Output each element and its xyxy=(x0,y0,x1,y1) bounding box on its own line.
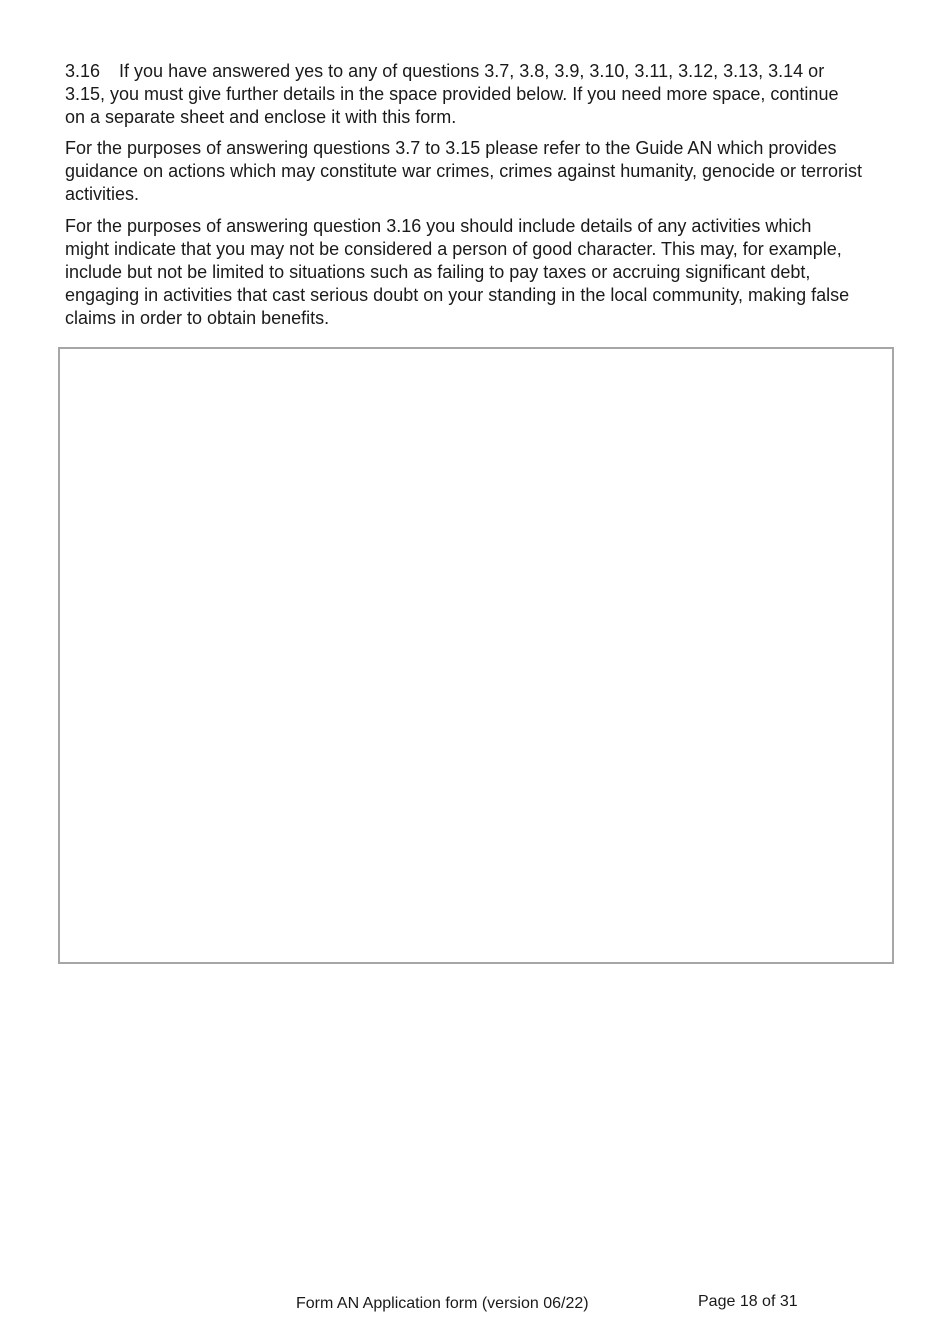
question-3-16 xyxy=(65,60,855,129)
guidance-paragraph-1: For the purposes of answering questions 3.7 to 3.15 please refer to the Guide AN which provides guidance on actions which may constitute war crimes, crimes against humanity, genocide or terrorist activities. xyxy=(65,138,863,204)
footer-form-name: Form AN Application form (version 06/22) xyxy=(296,1295,589,1312)
guidance-paragraph-2: For the purposes of answering question 3.16 you should include details of any activities which might indicate that you may not be considered a person of good character. This may, for example, include but not be limited to situations such as failing to pay taxes or accruing significant debt, engaging in activities that cast serious doubt on your standing in the local community, making false claims in order to obtain benefits. xyxy=(65,216,850,328)
question-text: If you have answered yes to any of questions 3.7, 3.8, 3.9, 3.10, 3.11, 3.12, 3.13, 3.14 or 3.15, you must give further details in the space provided below. If you need more space, continue on a separate sheet and enclose it with this form. xyxy=(65,61,839,127)
question-number: 3.16 xyxy=(65,61,101,81)
details-answer-box[interactable] xyxy=(58,347,894,964)
footer-page-number: Page 18 of 31 xyxy=(698,1293,798,1310)
question-section xyxy=(65,60,895,330)
